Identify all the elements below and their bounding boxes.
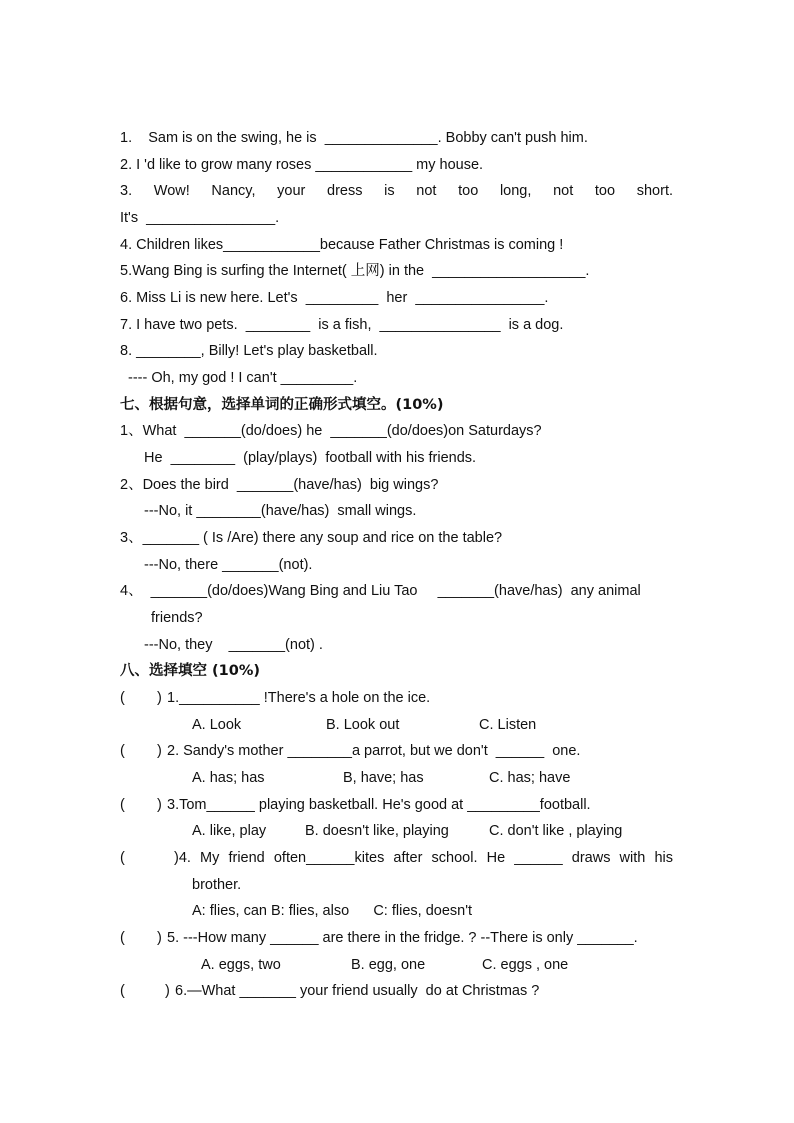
s7-item-4-cont: friends? [151,610,203,626]
s8-q5-option-a: A. eggs, two [201,957,281,973]
s7-item-4: 4、 _______(do/does)Wang Bing and Liu Tao _______(have/has) any animal [120,583,641,599]
s8-q4-options: A: flies, can B: flies, also C: flies, doesn't [192,903,472,919]
answer-paren-close-3: ) [157,797,162,813]
s7-item-2-b: ---No, it ________(have/has) small wings. [144,503,417,519]
s7-item-1-b: He ________ (play/plays) football with his friends. [144,450,477,466]
s7-item-3-b: ---No, there _______(not). [144,557,313,573]
s6-item-5: 5.Wang Bing is surfing the Internet( 上网) in the ___________________. [120,263,590,279]
s6-item-4: 4. Children likes____________because Father Christmas is coming ! [120,237,564,253]
s6-item-1: 1. Sam is on the swing, he is ______________. Bobby can't push him. [120,130,588,146]
s6-item-6: 6. Miss Li is new here. Let's _________ her ________________. [120,290,549,306]
s8-q1-stem: 1.__________ !There's a hole on the ice. [167,690,431,706]
s8-q5-stem: 5. ---How many ______ are there in the fridge. ? --There is only _______. [167,930,638,946]
s6-item-2: 2. I 'd like to grow many roses ____________ my house. [120,157,484,173]
s8-q4-stem-cont: brother. [192,877,242,893]
s8-q1-option-b: B. Look out [326,717,400,733]
s8-q3-option-a: A. like, play [192,823,267,839]
s6-item-8: 8. ________, Billy! Let's play basketball. [120,343,378,359]
s8-q5-option-b: B. egg, one [351,957,426,973]
s6-item-3: 3. Wow! Nancy, your dress is not too long, not too short. [120,183,673,199]
answer-paren-close-2: ) [157,743,162,759]
answer-paren-open-3: ( [120,797,125,813]
s8-q4-stem: )4. My friend often______kites after school. He ______ draws with his [174,850,673,866]
s8-q3-option-c: C. don't like , playing [489,823,623,839]
answer-paren-open-4: ( [120,850,125,866]
answer-paren-close-6: ) [165,983,170,999]
answer-paren-open-1: ( [120,690,125,706]
s8-q2-stem: 2. Sandy's mother ________a parrot, but we don't ______ one. [167,743,581,759]
s8-q1-option-a: A. Look [192,717,242,733]
section7-heading: 七、根据句意，选择单词的正确形式填空。(10%) [120,397,444,413]
s8-q2-option-b: B, have; has [343,770,424,786]
s8-q1-option-c: C. Listen [479,717,537,733]
s6-item-7: 7. I have two pets. ________ is a fish, _______________ is a dog. [120,317,564,333]
s7-item-1: 1、What _______(do/does) he _______(do/does)on Saturdays? [120,423,542,439]
answer-paren-open-2: ( [120,743,125,759]
section8-heading: 八、选择填空 (10%) [120,663,261,679]
s6-item-8-reply: ---- Oh, my god ! I can't _________. [128,370,358,386]
answer-paren-close-1: ) [157,690,162,706]
s8-q5-option-c: C. eggs , one [482,957,569,973]
s8-q3-stem: 3.Tom______ playing basketball. He's good at _________football. [167,797,591,813]
s7-item-2: 2、Does the bird _______(have/has) big wings? [120,477,439,493]
answer-paren-close-5: ) [157,930,162,946]
s8-q6-stem: 6.—What _______ your friend usually do at Christmas ? [175,983,540,999]
s6-item-3-cont: It's ________________. [120,210,280,226]
s8-q3-option-b: B. doesn't like, playing [305,823,449,839]
s7-item-3: 3、_______ ( Is /Are) there any soup and rice on the table? [120,530,503,546]
answer-paren-open-5: ( [120,930,125,946]
s7-item-4-b: ---No, they _______(not) . [144,637,323,653]
s8-q2-option-c: C. has; have [489,770,571,786]
answer-paren-open-6: ( [120,983,125,999]
s8-q2-option-a: A. has; has [192,770,265,786]
